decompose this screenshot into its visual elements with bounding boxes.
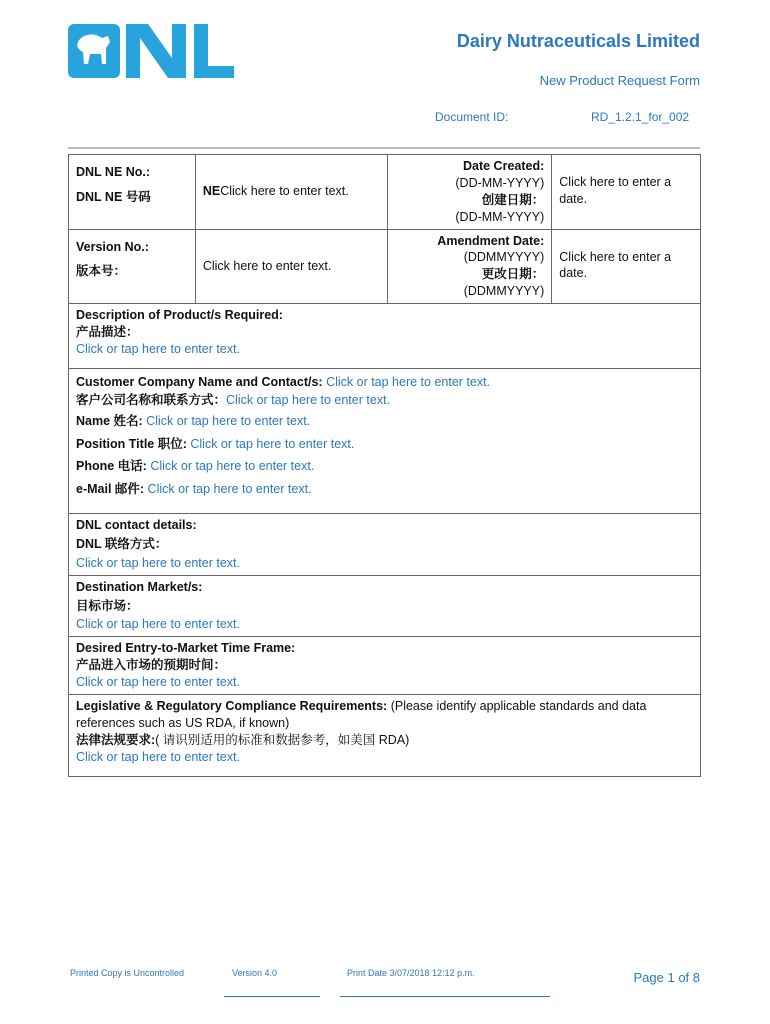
ne-number-field[interactable] [195,155,388,230]
ne-prefix: NE [202,184,221,199]
timeframe-label: Desired Entry-to-Market Time Frame: [76,641,296,656]
page-number: Page 1 of 8 [633,970,700,985]
amendment-date-field[interactable] [552,229,701,304]
dnl-contact-label-cn: DNL 联络方式： [76,536,168,551]
amendment-date-format: (DDMMYYYY) [463,250,545,265]
amendment-date-label-cell [388,229,552,304]
legislative-note: (Please identify applicable standards and data references such as US RDA, if known) [76,698,647,730]
form-title: New Product Request Form [539,73,700,88]
legislative-label-cn: 法律法规要求: [76,732,156,747]
ne-number-label-cn: DNL NE 号码 [76,189,151,204]
date-created-format-2: (DD-MM-YYYY) [455,209,545,224]
version-value: Click here to enter text. [202,258,332,273]
ne-number-value: Click here to enter text. [220,184,349,199]
footer-line-2 [340,996,550,997]
version-label-cell [69,229,196,304]
header-divider [68,147,700,149]
date-created-value: Click here to enter a date. [559,175,672,206]
customer-section [69,369,701,514]
dnl-contact-input[interactable]: Click or tap here to enter text. [76,555,240,570]
timeframe-section [69,637,701,695]
amendment-date-label-cn: 更改日期： [481,267,545,282]
customer-company-label: Customer Company Name and Contact/s: [76,375,323,389]
amendment-date-label: Amendment Date: [437,233,545,248]
customer-company-input-cn[interactable]: Click or tap here to enter text. [226,392,390,407]
legislative-note-cn: ( 请识别适用的标准和数据参考，如美国 RDA) [155,732,410,747]
request-form-table [68,154,701,777]
ne-number-label: DNL NE No.: [76,165,151,179]
email-label: e-Mail 邮件: [76,481,145,496]
destination-market-section [69,575,701,637]
position-input[interactable]: Click or tap here to enter text. [190,436,355,451]
version-label: Version No.: [76,239,149,254]
document-id-value: RD_1.2.1_for_002 [591,110,690,124]
version-label-cn: 版本号： [76,264,127,279]
version-note: Version 4.0 [232,968,278,978]
dnl-contact-section [69,514,701,576]
date-created-field[interactable] [552,155,701,230]
uncontrolled-copy-note: Printed Copy is Uncontrolled [70,968,185,978]
description-section [69,304,701,369]
customer-company-input[interactable]: Click or tap here to enter text. [326,375,491,389]
destination-market-input[interactable]: Click or tap here to enter text. [76,617,240,632]
company-name: Dairy Nutraceuticals Limited [456,31,700,51]
customer-company-label-cn: 客户公司名称和联系方式： [76,392,227,407]
description-label-cn: 产品描述： [76,324,139,339]
name-input[interactable]: Click or tap here to enter text. [146,414,311,428]
phone-input[interactable]: Click or tap here to enter text. [150,459,315,473]
name-label: Name 姓名: [76,414,143,428]
amendment-date-format-2: (DDMMYYYY) [463,284,545,299]
legislative-input[interactable]: Click or tap here to enter text. [76,749,240,764]
description-input[interactable]: Click or tap here to enter text. [76,341,240,356]
destination-market-label: Destination Market/s: [76,579,203,594]
timeframe-label-cn: 产品进入市场的预期时间： [76,658,227,673]
dnl-logo [68,20,236,80]
amendment-date-value: Click here to enter a date. [559,249,672,281]
destination-market-label-cn: 目标市场： [76,598,139,613]
position-label: Position Title 职位: [76,436,187,451]
date-created-label: Date Created: [462,159,545,173]
phone-label: Phone 电话: [76,459,147,473]
date-created-label-cell [388,155,552,230]
timeframe-input[interactable]: Click or tap here to enter text. [76,675,240,689]
ne-number-label-cell [69,155,196,230]
date-created-label-cn: 创建日期： [481,192,545,207]
dnl-contact-label: DNL contact details: [76,518,197,532]
version-field[interactable] [195,229,388,304]
document-id-label: Document ID: [435,110,509,124]
date-created-format: (DD-MM-YYYY) [455,175,545,190]
email-input[interactable]: Click or tap here to enter text. [147,481,312,496]
legislative-section [69,694,701,776]
print-date: Print Date 3/07/2018 12:12 p.m. [347,968,475,978]
footer-line-1 [224,996,320,997]
legislative-label: Legislative & Regulatory Compliance Requirements: [76,698,388,713]
description-label: Description of Product/s Required: [76,308,283,322]
